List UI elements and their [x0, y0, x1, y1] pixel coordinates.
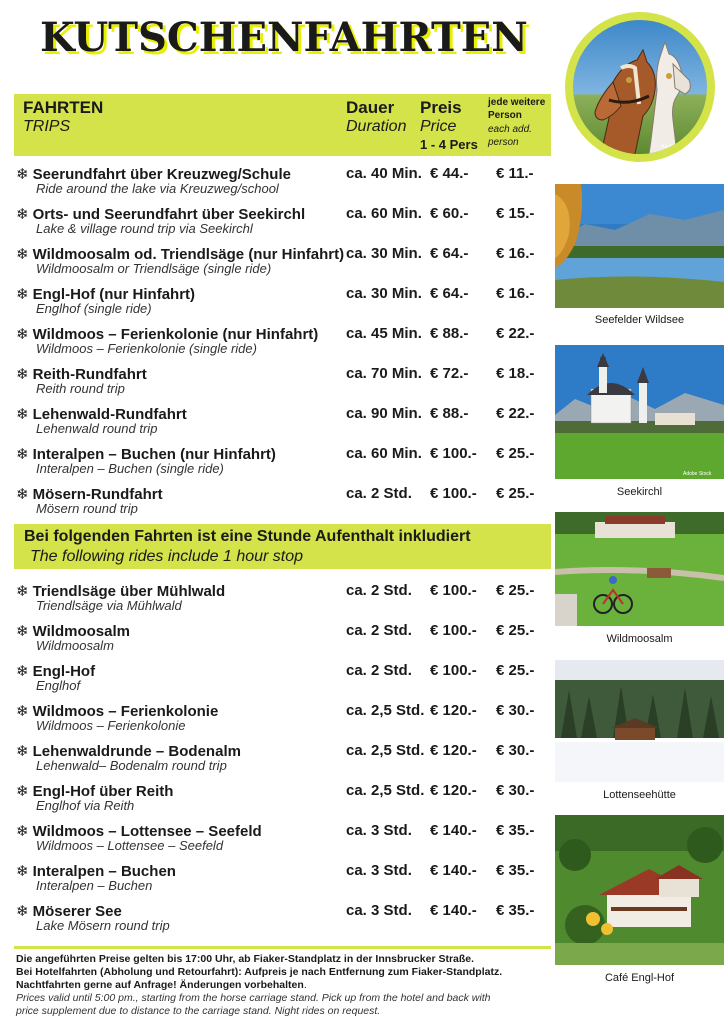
trip-name: Interalpen – Buchen (nur Hinfahrt)	[32, 446, 276, 463]
trip-subtitle: Englhof via Reith	[36, 798, 135, 813]
header-extra-de-1: jede weitere	[488, 97, 546, 108]
trip-price: € 60.-	[430, 205, 469, 222]
section-title-en: The following rides include 1 hour stop	[30, 548, 304, 565]
header-extra-en-2: person	[488, 137, 519, 148]
trip-price: € 100.-	[430, 485, 477, 502]
section-title-de: Bei folgenden Fahrten ist eine Stunde Aufenthalt inkludiert	[24, 528, 471, 545]
trip-row	[14, 862, 551, 902]
trip-price: € 140.-	[430, 822, 477, 839]
trip-extra-price: € 18.-	[496, 365, 535, 382]
trip-duration: ca. 60 Min.	[346, 445, 422, 462]
trip-duration: ca. 3 Std.	[346, 902, 412, 919]
caption-lottenseehuette: Lottenseehütte	[603, 789, 676, 801]
trip-subtitle: Interalpen – Buchen	[36, 878, 153, 893]
header-extra-de-2: Person	[488, 110, 522, 121]
trip-duration: ca. 2 Std.	[346, 622, 412, 639]
trip-subtitle: Lehenwald– Bodenalm round trip	[36, 758, 227, 773]
trip-price: € 120.-	[430, 702, 477, 719]
trip-row	[14, 622, 551, 662]
trip-row	[14, 325, 551, 365]
trip-row	[14, 702, 551, 742]
snowflake-bullet-icon: ❄	[16, 406, 29, 423]
trip-duration: ca. 2,5 Std.	[346, 702, 425, 719]
header-price-en: Price	[420, 118, 457, 135]
trip-subtitle: Mösern round trip	[36, 501, 138, 516]
horses-illustration	[573, 20, 707, 154]
footer-line-5: price supplement due to distance to the carriage stand. Night rides on request.	[16, 1005, 381, 1017]
trip-extra-price: € 25.-	[496, 445, 535, 462]
trip-subtitle: Wildmoos – Ferienkolonie (single ride)	[36, 341, 257, 356]
trip-row	[14, 245, 551, 285]
trip-duration: ca. 2 Std.	[346, 485, 412, 502]
photo-seekirchl	[555, 345, 724, 479]
trip-extra-price: € 22.-	[496, 405, 535, 422]
photo-credit: Adobe Stock	[683, 471, 712, 477]
trip-extra-price: € 11.-	[496, 165, 534, 182]
trip-duration: ca. 70 Min.	[346, 365, 422, 382]
trip-extra-price: € 25.-	[496, 485, 535, 502]
snowflake-bullet-icon: ❄	[16, 486, 29, 503]
trip-subtitle: Reith round trip	[36, 381, 125, 396]
footer-line-2: Bei Hotelfahrten (Abholung und Retourfahrt): Aufpreis je nach Entfernung zum Fiaker-Standplatz.	[16, 966, 503, 978]
trip-duration: ca. 2 Std.	[346, 582, 412, 599]
trip-subtitle: Wildmoos – Ferienkolonie	[36, 718, 186, 733]
caption-wildmoosalm: Wildmoosalm	[606, 633, 673, 645]
header-duration-en: Duration	[346, 118, 407, 135]
trip-extra-price: € 30.-	[496, 702, 535, 719]
table-header	[14, 94, 551, 156]
trip-extra-price: € 35.-	[496, 902, 535, 919]
trip-duration: ca. 60 Min.	[346, 205, 422, 222]
trip-name: Reith-Rundfahrt	[32, 366, 147, 383]
trip-subtitle: Lehenwald round trip	[36, 421, 158, 436]
trip-duration: ca. 3 Std.	[346, 862, 412, 879]
caption-seefelder-wildsee: Seefelder Wildsee	[594, 314, 685, 326]
snowflake-bullet-icon: ❄	[16, 903, 29, 920]
caption-cafe-engl-hof: Café Engl-Hof	[604, 972, 675, 984]
trip-name: Wildmoos – Ferienkolonie	[32, 703, 219, 720]
trip-duration: ca. 2 Std.	[346, 662, 412, 679]
trip-subtitle: Wildmoos – Lottensee – Seefeld	[36, 838, 224, 853]
trip-duration: ca. 30 Min.	[346, 245, 422, 262]
trip-price: € 64.-	[430, 285, 469, 302]
trip-row	[14, 405, 551, 445]
photo-lottenseehuette	[555, 660, 724, 782]
trip-subtitle: Lake Mösern round trip	[36, 918, 170, 933]
trip-name: Engl-Hof über Reith	[32, 783, 174, 800]
trip-name: Wildmoos – Ferienkolonie (nur Hinfahrt)	[32, 326, 319, 343]
header-trips-en: TRIPS	[23, 118, 71, 135]
trip-price: € 140.-	[430, 862, 477, 879]
trip-name: Triendlsäge über Mühlwald	[32, 583, 226, 600]
trip-row	[14, 485, 551, 525]
trip-name: Interalpen – Buchen	[32, 863, 176, 880]
trip-row	[14, 582, 551, 622]
trip-subtitle: Triendlsäge via Mühlwald	[36, 598, 182, 613]
trip-extra-price: € 30.-	[496, 742, 535, 759]
trip-extra-price: € 35.-	[496, 862, 535, 879]
footer-line-3: Nachtfahrten gerne auf Anfrage! Änderungen vorbehalten.	[16, 979, 307, 991]
trip-name: Wildmoosalm od. Triendlsäge (nur Hinfahrt)	[32, 246, 345, 263]
trip-extra-price: € 16.-	[496, 285, 535, 302]
horse-logo-image	[565, 12, 715, 162]
trip-duration: ca. 2,5 Std.	[346, 742, 425, 759]
footer-notes	[16, 953, 546, 1018]
trip-name: Lehenwald-Rundfahrt	[32, 406, 187, 423]
page-title: KUTSCHENFAHRTEN	[40, 14, 528, 61]
trip-row	[14, 445, 551, 485]
trip-name: Seerundfahrt über Kreuzweg/Schule	[32, 166, 291, 183]
trip-price: € 100.-	[430, 622, 477, 639]
snowflake-bullet-icon: ❄	[16, 743, 29, 760]
snowflake-bullet-icon: ❄	[16, 446, 29, 463]
trip-price: € 100.-	[430, 662, 477, 679]
photo-wildmoosalm	[555, 512, 724, 626]
trip-price: € 120.-	[430, 782, 477, 799]
trip-row	[14, 902, 551, 942]
trip-row	[14, 285, 551, 325]
snowflake-bullet-icon: ❄	[16, 823, 29, 840]
trip-row	[14, 782, 551, 822]
trip-price: € 64.-	[430, 245, 469, 262]
trip-name: Wildmoos – Lottensee – Seefeld	[32, 823, 262, 840]
trip-row	[14, 365, 551, 405]
trip-duration: ca. 2,5 Std.	[346, 782, 425, 799]
header-extra-en-1: each add.	[488, 124, 532, 135]
header-price-persons: 1 - 4 Pers	[420, 137, 478, 152]
snowflake-bullet-icon: ❄	[16, 246, 29, 263]
trip-extra-price: € 22.-	[496, 325, 535, 342]
trip-subtitle: Wildmoosalm	[36, 638, 114, 653]
trip-duration: ca. 3 Std.	[346, 822, 412, 839]
snowflake-bullet-icon: ❄	[16, 663, 29, 680]
trip-name: Orts- und Seerundfahrt über Seekirchl	[32, 206, 306, 223]
trip-row	[14, 165, 551, 205]
logo-credit: Adobe Stock	[661, 144, 690, 150]
snowflake-bullet-icon: ❄	[16, 286, 29, 303]
trip-price: € 88.-	[430, 405, 469, 422]
trip-extra-price: € 25.-	[496, 662, 535, 679]
section-header	[14, 524, 551, 569]
trip-name: Wildmoosalm	[32, 623, 130, 640]
snowflake-bullet-icon: ❄	[16, 703, 29, 720]
trip-name: Mösern-Rundfahrt	[32, 486, 163, 503]
trip-row	[14, 742, 551, 782]
trip-extra-price: € 25.-	[496, 622, 535, 639]
trip-duration: ca. 45 Min.	[346, 325, 422, 342]
caption-seekirchl: Seekirchl	[616, 486, 663, 498]
trip-subtitle: Ride around the lake via Kreuzweg/school	[36, 181, 279, 196]
snowflake-bullet-icon: ❄	[16, 623, 29, 640]
trip-price: € 100.-	[430, 582, 477, 599]
trip-name: Möserer See	[32, 903, 122, 920]
trip-duration: ca. 90 Min.	[346, 405, 422, 422]
footer-line-4: Prices valid until 5:00 pm., starting from the horse carriage stand. Pick up from the hotel and back with	[16, 992, 491, 1004]
trip-name: Lehenwaldrunde – Bodenalm	[32, 743, 241, 760]
trip-extra-price: € 16.-	[496, 245, 535, 262]
snowflake-bullet-icon: ❄	[16, 206, 29, 223]
trip-price: € 140.-	[430, 902, 477, 919]
trip-name: Engl-Hof	[32, 663, 96, 680]
trip-extra-price: € 35.-	[496, 822, 535, 839]
header-trips-de: FAHRTEN	[23, 98, 104, 117]
trip-extra-price: € 30.-	[496, 782, 535, 799]
trip-price: € 44.-	[430, 165, 469, 182]
trip-extra-price: € 15.-	[496, 205, 535, 222]
trip-subtitle: Englhof	[36, 678, 81, 693]
snowflake-bullet-icon: ❄	[16, 863, 29, 880]
header-duration-de: Dauer	[346, 98, 395, 117]
trip-price: € 120.-	[430, 742, 477, 759]
header-price-de: Preis	[420, 98, 462, 117]
trip-subtitle: Interalpen – Buchen (single ride)	[36, 461, 224, 476]
photo-seefelder-wildsee	[555, 184, 724, 308]
trip-duration: ca. 40 Min.	[346, 165, 422, 182]
photo-cafe-engl-hof	[555, 815, 724, 965]
footer-line-1: Die angeführten Preise gelten bis 17:00 Uhr, ab Fiaker-Standplatz in der Innsbrucker Straße.	[16, 953, 475, 965]
trip-duration: ca. 30 Min.	[346, 285, 422, 302]
trip-row	[14, 662, 551, 702]
snowflake-bullet-icon: ❄	[16, 366, 29, 383]
trip-price: € 88.-	[430, 325, 469, 342]
snowflake-bullet-icon: ❄	[16, 583, 29, 600]
trip-subtitle: Englhof (single ride)	[36, 301, 152, 316]
snowflake-bullet-icon: ❄	[16, 783, 29, 800]
footer-divider	[14, 946, 551, 949]
trip-price: € 72.-	[430, 365, 469, 382]
trip-row	[14, 205, 551, 245]
trip-subtitle: Wildmoosalm or Triendlsäge (single ride)	[36, 261, 272, 276]
snowflake-bullet-icon: ❄	[16, 166, 29, 183]
trip-price: € 100.-	[430, 445, 477, 462]
trip-extra-price: € 25.-	[496, 582, 535, 599]
trip-row	[14, 822, 551, 862]
snowflake-bullet-icon: ❄	[16, 326, 29, 343]
trip-name: Engl-Hof (nur Hinfahrt)	[32, 286, 196, 303]
trip-subtitle: Lake & village round trip via Seekirchl	[36, 221, 253, 236]
